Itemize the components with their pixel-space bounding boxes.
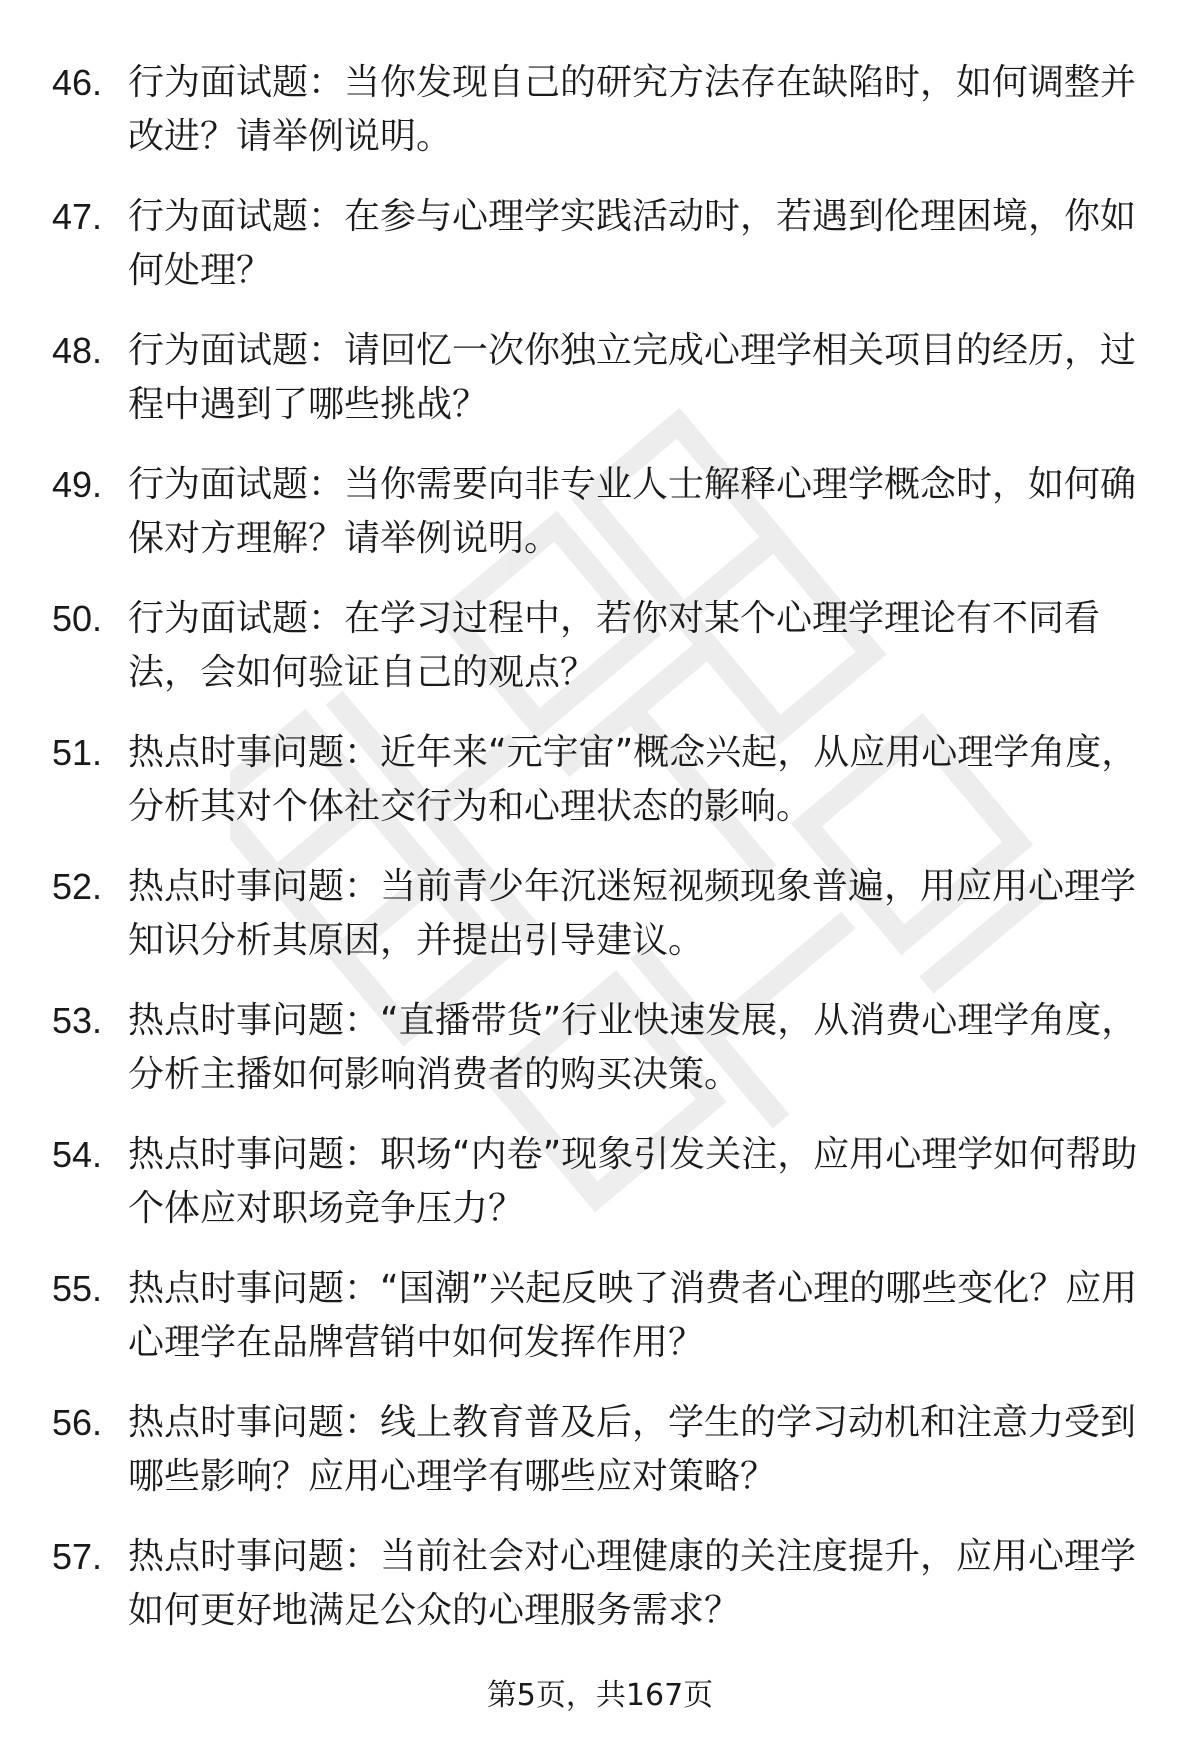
question-number: 51. xyxy=(52,732,103,773)
question-item xyxy=(52,190,1162,298)
question-item xyxy=(52,1262,1162,1370)
question-number: 46. xyxy=(52,62,103,103)
question-text: 热点时事问题：“直播带货”行业快速发展，从消费心理学角度，分析主播如何影响消费者的购买决策。 xyxy=(128,1000,1138,1095)
question-item xyxy=(52,726,1162,834)
question-text: 行为面试题：请回忆一次你独立完成心理学相关项目的经历，过程中遇到了哪些挑战？ xyxy=(128,330,1137,425)
question-list xyxy=(52,56,1162,1664)
question-number: 50. xyxy=(52,598,103,639)
page-number-label: 第5页，共167页 xyxy=(486,1678,714,1713)
question-item xyxy=(52,592,1162,700)
question-item xyxy=(52,1396,1162,1504)
page-footer xyxy=(0,1676,1200,1716)
question-number: 48. xyxy=(52,330,103,371)
question-item xyxy=(52,458,1162,566)
question-number: 55. xyxy=(52,1268,103,1309)
question-text: 行为面试题：在学习过程中，若你对某个心理学理论有不同看法，会如何验证自己的观点？ xyxy=(128,598,1101,693)
question-text: 热点时事问题：职场“内卷”现象引发关注，应用心理学如何帮助个体应对职场竞争压力？ xyxy=(128,1134,1138,1229)
question-text: 热点时事问题：当前社会对心理健康的关注度提升，应用心理学如何更好地满足公众的心理服务需求？ xyxy=(128,1536,1137,1631)
question-number: 47. xyxy=(52,196,103,237)
question-text: 行为面试题：当你发现自己的研究方法存在缺陷时，如何调整并改进？请举例说明。 xyxy=(128,62,1137,157)
question-number: 54. xyxy=(52,1134,103,1175)
question-item xyxy=(52,324,1162,432)
question-text: 热点时事问题：当前青少年沉迷短视频现象普遍，用应用心理学知识分析其原因，并提出引导建议。 xyxy=(128,866,1137,961)
question-text: 热点时事问题：线上教育普及后，学生的学习动机和注意力受到哪些影响？应用心理学有哪些应对策略？ xyxy=(128,1402,1137,1497)
question-item xyxy=(52,56,1162,164)
question-text: 热点时事问题：近年来“元宇宙”概念兴起，从应用心理学角度，分析其对个体社交行为和心理状态的影响。 xyxy=(128,732,1138,827)
question-item xyxy=(52,860,1162,968)
question-text: 热点时事问题：“国潮”兴起反映了消费者心理的哪些变化？应用心理学在品牌营销中如何发挥作用？ xyxy=(128,1268,1138,1363)
question-number: 56. xyxy=(52,1402,103,1443)
question-text: 行为面试题：在参与心理学实践活动时，若遇到伦理困境，你如何处理？ xyxy=(128,196,1137,291)
question-item xyxy=(52,994,1162,1102)
question-number: 49. xyxy=(52,464,103,505)
question-item xyxy=(52,1128,1162,1236)
question-text: 行为面试题：当你需要向非专业人士解释心理学概念时，如何确保对方理解？请举例说明。 xyxy=(128,464,1137,559)
question-number: 52. xyxy=(52,866,103,907)
question-number: 53. xyxy=(52,1000,103,1041)
question-number: 57. xyxy=(52,1536,103,1577)
question-item xyxy=(52,1530,1162,1638)
